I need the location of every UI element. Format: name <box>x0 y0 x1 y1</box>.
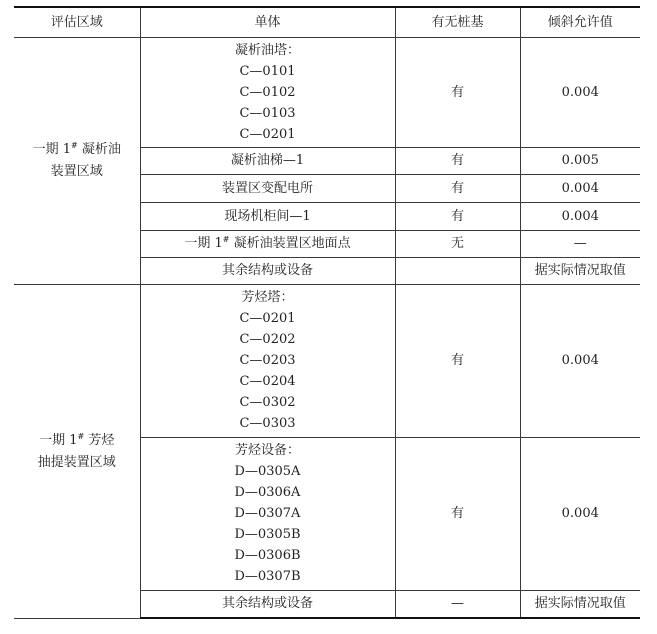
unit-item: C—0101 <box>239 63 296 79</box>
unit-item: C—0102 <box>239 84 296 100</box>
header-tilt: 倾斜允许值 <box>520 7 640 37</box>
unit-item: C—0103 <box>239 105 296 121</box>
unit-item: C—0302 <box>239 395 296 410</box>
unit-group-title: 芳烃设备： <box>234 443 300 458</box>
tilt-cell: 0.005 <box>520 147 640 174</box>
unit-item: D—0306B <box>234 548 301 563</box>
header-pile: 有无桩基 <box>395 7 520 37</box>
header-unit: 单体 <box>140 7 395 37</box>
unit-item: D—0307A <box>234 506 301 521</box>
tilt-cell: 据实际情况取值 <box>520 590 640 618</box>
pile-cell: 无 <box>395 230 520 257</box>
pile-cell: 有 <box>395 284 520 437</box>
unit-item: C—0203 <box>239 353 296 368</box>
unit-cell: 凝析油梯—1 <box>140 147 395 174</box>
unit-cell <box>140 37 395 147</box>
region-line: 抽提装置区域 <box>37 454 116 470</box>
unit-item: D—0306A <box>234 485 301 500</box>
pile-cell: 有 <box>395 202 520 230</box>
pile-cell: 有 <box>395 37 520 147</box>
unit-cell: 其余结构或设备 <box>140 590 395 618</box>
tilt-cell: 0.004 <box>520 174 640 202</box>
unit-group-title: 凝析油塔： <box>234 42 300 58</box>
region-cell-1 <box>14 37 140 284</box>
unit-item: C—0204 <box>239 374 296 389</box>
pile-cell: 有 <box>395 174 520 202</box>
region-line: 一期 1# 芳烃 <box>39 431 115 448</box>
unit-cell: 其余结构或设备 <box>140 257 395 284</box>
region-line: 装置区域 <box>50 164 103 179</box>
table-row <box>14 37 640 147</box>
tilt-cell: 0.004 <box>520 284 640 437</box>
region-cell-2 <box>14 284 140 618</box>
unit-item: D—0305B <box>234 527 301 542</box>
unit-item: D—0307B <box>234 569 301 584</box>
unit-item: D—0305A <box>234 464 301 479</box>
tilt-cell: 0.004 <box>520 437 640 590</box>
pile-cell <box>395 257 520 284</box>
unit-item: C—0303 <box>239 416 296 431</box>
unit-cell: 现场机柜间—1 <box>140 202 395 230</box>
tilt-cell: 0.004 <box>520 37 640 147</box>
unit-cell: 装置区变配电所 <box>140 174 395 202</box>
tilt-cell: — <box>520 230 640 257</box>
pile-cell: 有 <box>395 437 520 590</box>
pile-tilt-table <box>14 6 640 619</box>
unit-item: C—0201 <box>239 311 296 326</box>
header-region: 评估区域 <box>14 7 140 37</box>
pile-cell: 有 <box>395 147 520 174</box>
unit-cell <box>140 437 395 590</box>
tilt-cell: 据实际情况取值 <box>520 257 640 284</box>
unit-item: C—0201 <box>239 126 296 142</box>
tilt-cell: 0.004 <box>520 202 640 230</box>
table-row <box>14 284 640 437</box>
unit-group-title: 芳烃塔： <box>241 290 294 305</box>
unit-cell <box>140 284 395 437</box>
pile-cell: — <box>395 590 520 618</box>
unit-item: C—0202 <box>239 332 296 347</box>
header-row <box>14 7 640 37</box>
region-line: 一期 1# 凝析油 <box>32 141 121 157</box>
unit-cell: 一期 1# 凝析油装置区地面点 <box>140 230 395 257</box>
